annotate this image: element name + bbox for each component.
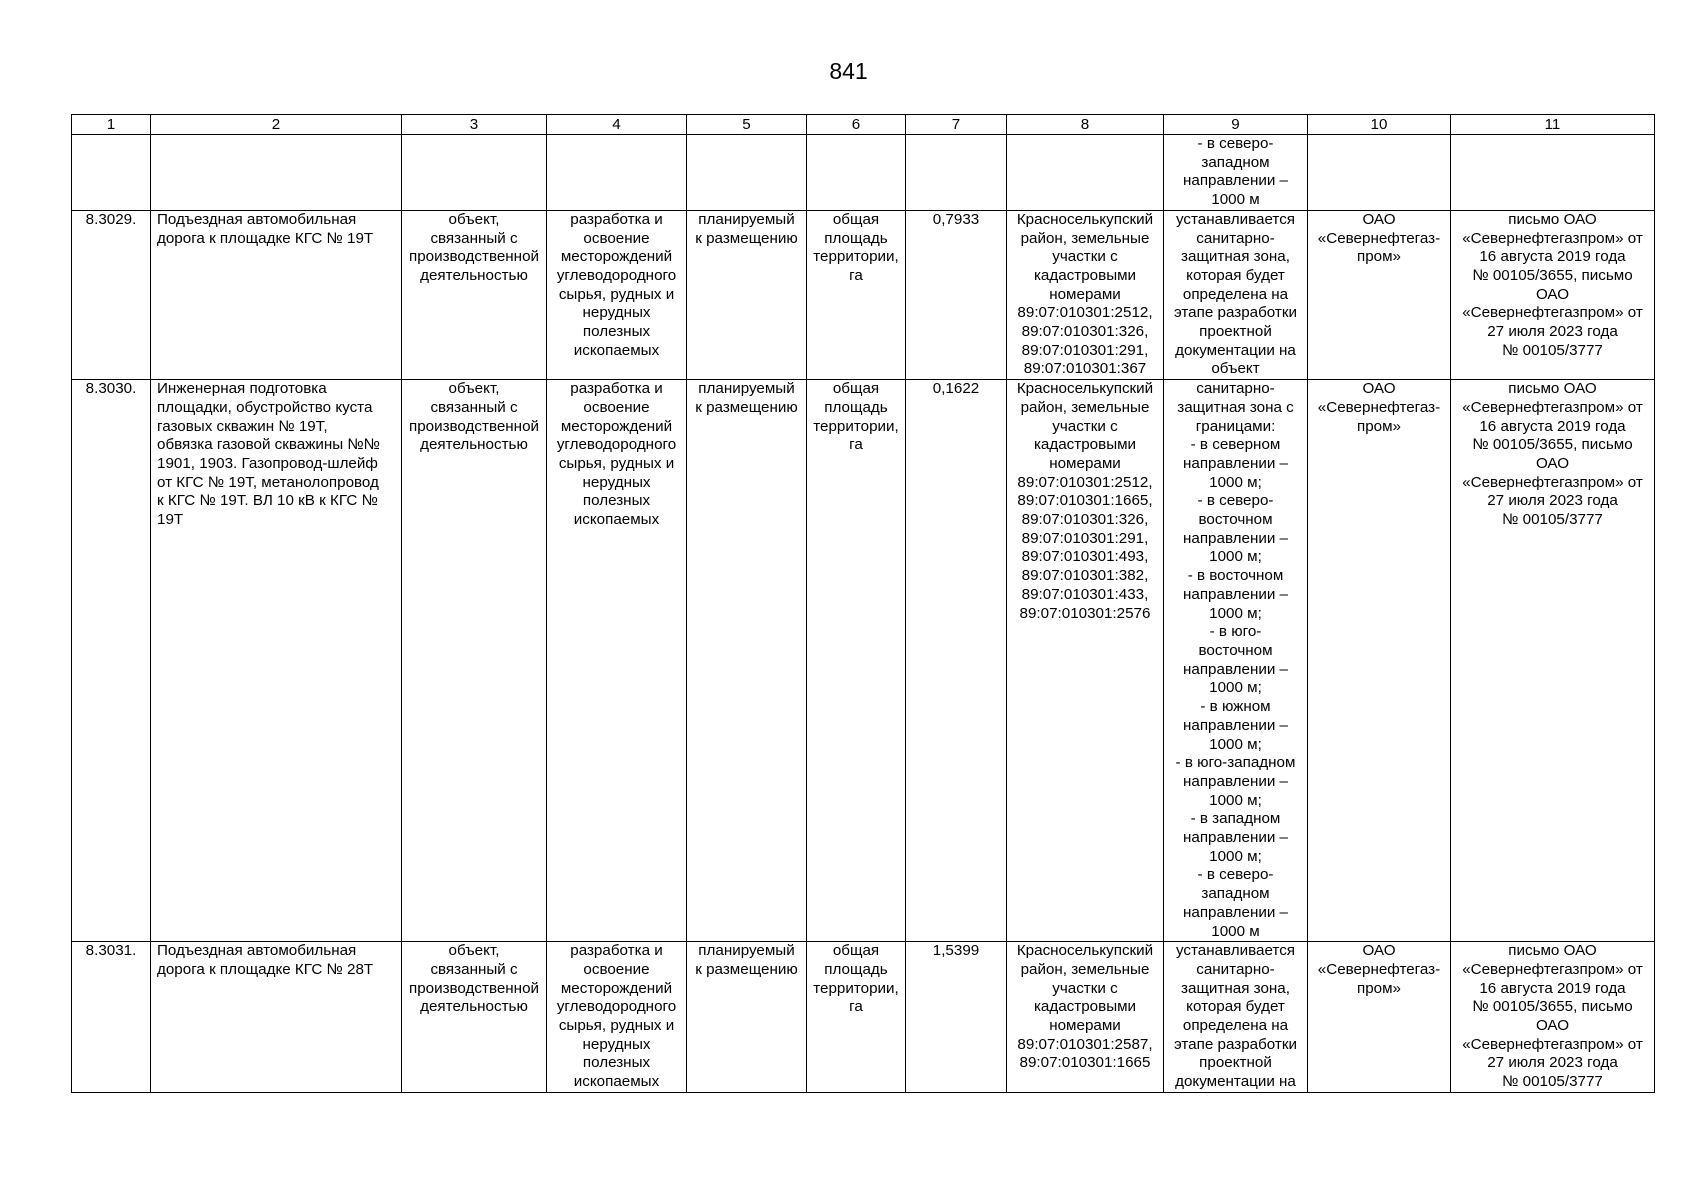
sanitary-zone-cell: устанавливается санитарно- защитная зона, которая будет определена на этапе разработки проектной документации на — [1164, 942, 1308, 1093]
page-number: 841 — [829, 58, 868, 84]
status-cell: планируемый к размещению — [687, 210, 807, 379]
object-name-cell: Подъездная автомобильная дорога к площадке КГС № 28Т — [151, 942, 402, 1093]
status-cell: планируемый к размещению — [687, 380, 807, 942]
header-cell: 4 — [547, 115, 687, 135]
sanitary-zone-cell: устанавливается санитарно- защитная зона, которая будет определена на этапе разработки проектной документации на объект — [1164, 210, 1308, 379]
row-number-cell: 8.3029. — [72, 210, 151, 379]
characteristic-cell: общая площадь территории, га — [807, 942, 906, 1093]
empty-cell — [906, 135, 1007, 211]
status-cell: планируемый к размещению — [687, 942, 807, 1093]
object-type-cell: объект, связанный с производственной деятельностью — [402, 942, 547, 1093]
row-number-cell: 8.3031. — [72, 942, 151, 1093]
characteristic-cell: общая площадь территории, га — [807, 210, 906, 379]
object-name-cell: Подъездная автомобильная дорога к площадке КГС № 19Т — [151, 210, 402, 379]
continuation-row — [72, 135, 1655, 211]
purpose-cell: разработка и освоение месторождений углеводородного сырья, рудных и нерудных полезных ископаемых — [547, 380, 687, 942]
table-row — [72, 210, 1655, 379]
sanitary-zone-cell: санитарно- защитная зона с границами: - в северном направлении – 1000 м; - в северо- восточном направлении – 1000 м; - в восточном направлении – 1000 м; - в юго- восточном направлении – 1000 м; - в южном направлении – 1000 м; - в юго-западном направлении – 1000 м; - в западном направлении – 1000 м; - в северо- западном направлении – 1000 м — [1164, 380, 1308, 942]
empty-cell — [547, 135, 687, 211]
header-cell: 8 — [1007, 115, 1164, 135]
organization-cell: ОАО «Севернефтегаз- пром» — [1308, 380, 1451, 942]
empty-cell — [1308, 135, 1451, 211]
organization-cell: ОАО «Севернефтегаз- пром» — [1308, 210, 1451, 379]
object-name-cell: Инженерная подготовка площадки, обустройство куста газовых скважин № 19Т, обвязка газовой скважины №№ 1901, 1903. Газопровод-шлейф от КГС № 19Т, метанолопровод к КГС № 19Т. ВЛ 10 кВ к КГС № 19Т — [151, 380, 402, 942]
location-cell: Красноселькупский район, земельные участки с кадастровыми номерами 89:07:010301:2587, 89:07:010301:1665 — [1007, 942, 1164, 1093]
area-value-cell: 0,7933 — [906, 210, 1007, 379]
row-number-cell: 8.3030. — [72, 380, 151, 942]
purpose-cell: разработка и освоение месторождений углеводородного сырья, рудных и нерудных полезных ископаемых — [547, 210, 687, 379]
table-row — [72, 942, 1655, 1093]
basis-document-cell: письмо ОАО «Севернефтегазпром» от 16 августа 2019 года № 00105/3655, письмо ОАО «Севернефтегазпром» от 27 июля 2023 года № 00105/3777 — [1451, 380, 1655, 942]
header-cell: 7 — [906, 115, 1007, 135]
basis-document-cell: письмо ОАО «Севернефтегазпром» от 16 августа 2019 года № 00105/3655, письмо ОАО «Севернефтегазпром» от 27 июля 2023 года № 00105/3777 — [1451, 210, 1655, 379]
organization-cell: ОАО «Севернефтегаз- пром» — [1308, 942, 1451, 1093]
header-cell: 5 — [687, 115, 807, 135]
header-cell: 10 — [1308, 115, 1451, 135]
characteristic-cell: общая площадь территории, га — [807, 380, 906, 942]
empty-cell — [1451, 135, 1655, 211]
object-type-cell: объект, связанный с производственной деятельностью — [402, 380, 547, 942]
header-cell: 1 — [72, 115, 151, 135]
header-cell: 2 — [151, 115, 402, 135]
empty-cell — [72, 135, 151, 211]
area-value-cell: 1,5399 — [906, 942, 1007, 1093]
area-value-cell: 0,1622 — [906, 380, 1007, 942]
empty-cell — [402, 135, 547, 211]
header-cell: 3 — [402, 115, 547, 135]
empty-cell — [1007, 135, 1164, 211]
empty-cell — [687, 135, 807, 211]
table-row — [72, 380, 1655, 942]
table-header-row — [72, 115, 1655, 135]
location-cell: Красноселькупский район, земельные участки с кадастровыми номерами 89:07:010301:2512, 89:07:010301:1665, 89:07:010301:326, 89:07:010301:291, 89:07:010301:493, 89:07:010301:382, 89:07:010301:433, 89:07:010301:2576 — [1007, 380, 1164, 942]
location-cell: Красноселькупский район, земельные участки с кадастровыми номерами 89:07:010301:2512, 89:07:010301:326, 89:07:010301:291, 89:07:010301:367 — [1007, 210, 1164, 379]
header-cell: 6 — [807, 115, 906, 135]
empty-cell — [151, 135, 402, 211]
document-table — [71, 114, 1655, 1093]
purpose-cell: разработка и освоение месторождений углеводородного сырья, рудных и нерудных полезных ископаемых — [547, 942, 687, 1093]
object-type-cell: объект, связанный с производственной деятельностью — [402, 210, 547, 379]
basis-document-cell: письмо ОАО «Севернефтегазпром» от 16 августа 2019 года № 00105/3655, письмо ОАО «Севернефтегазпром» от 27 июля 2023 года № 00105/3777 — [1451, 942, 1655, 1093]
header-cell: 11 — [1451, 115, 1655, 135]
empty-cell — [807, 135, 906, 211]
sanitary-zone-cell: - в северо- западном направлении – 1000 м — [1164, 135, 1308, 211]
header-cell: 9 — [1164, 115, 1308, 135]
